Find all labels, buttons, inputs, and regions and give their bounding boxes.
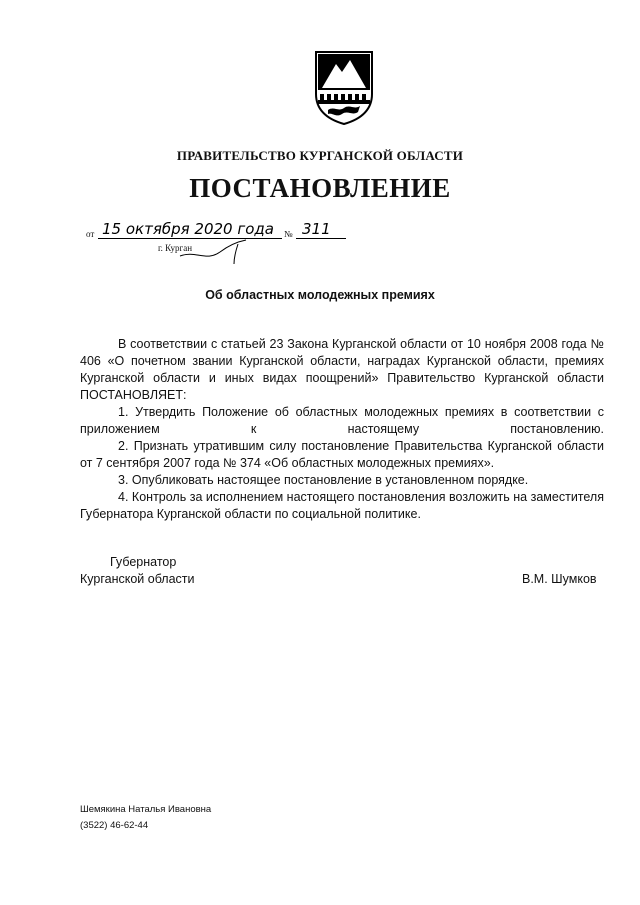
document-type-title: ПОСТАНОВЛЕНИЕ [189, 173, 451, 203]
organization-name: ПРАВИТЕЛЬСТВО КУРГАНСКОЙ ОБЛАСТИ [176, 148, 464, 163]
signatory-name: В.М. Шумков [522, 572, 597, 586]
city-label: г. Курган [158, 243, 193, 253]
handwritten-date: 15 октября 2020 года [102, 220, 274, 238]
item-3-paragraph: 3. Опубликовать настоящее постановление в установленном порядке. [118, 473, 529, 487]
number-underline [296, 238, 346, 239]
coat-of-arms-emblem [312, 50, 376, 126]
document-body [80, 336, 604, 523]
signature-scribble [176, 236, 266, 266]
number-label: № [284, 229, 293, 239]
document-heading: Об областных молодежных премиях [205, 288, 435, 302]
item-4-paragraph: 4. Контроль за исполнением настоящего постановления возложить на заместителя Губернатора Курганской области по социальной политике. [80, 490, 604, 521]
from-label: от [86, 229, 95, 239]
executor-phone: (3522) 46-62-44 [80, 820, 149, 831]
item-1-paragraph: 1. Утвердить Положение об областных молодежных премиях в соответствии с приложением к настоящему постановлению. [80, 405, 604, 436]
item-2-paragraph: 2. Признать утратившим силу постановление Правительства Курганской области от 7 сентября 2007 года № 374 «Об областных молодежных премиях». [80, 439, 604, 470]
signatory-position-line2: Курганской области [80, 572, 195, 586]
handwritten-number: 311 [302, 220, 331, 238]
signatory-position-line1: Губернатор [110, 555, 177, 569]
executor-name: Шемякина Наталья Ивановна [80, 804, 212, 815]
intro-paragraph: В соответствии с статьей 23 Закона Курганской области от 10 ноября 2008 года № 406 «О почетном звании Курганской области, наградах Курганской области, премиях Курганской области и иных видах поощрений» Правительство Курганской области ПОСТАНОВЛЯЕТ: [80, 337, 604, 402]
